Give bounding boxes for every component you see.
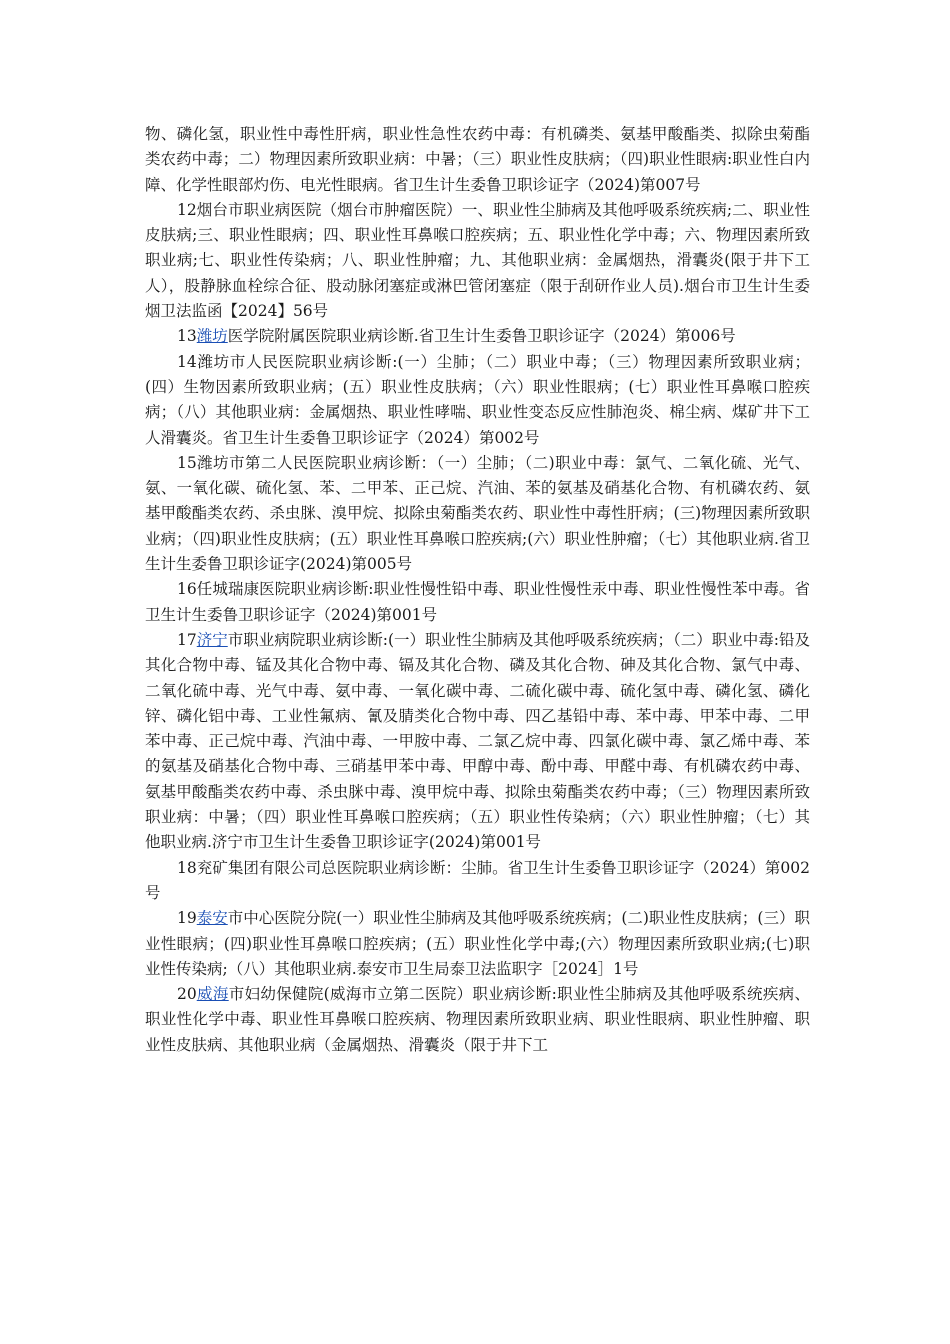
paragraph-12 [145,198,810,324]
paragraph-11-continued [145,122,810,198]
paragraph-20 [145,982,810,1058]
paragraph-16 [145,577,810,628]
paragraph-text: 市中心医院分院(一）职业性尘肺病及其他呼吸系统疾病；(二)职业性皮肤病；(三）职业性眼病；(四)职业性耳鼻喉口腔疾病；(五）职业性化学中毒;(六）物理因素所致职业病;(七)职业性传染病;（八）其他职业病.泰安市卫生局泰卫法监职字［2024］1号 [145,909,810,978]
link-weihai[interactable]: 威海 [196,985,229,1004]
link-weifang[interactable]: 潍坊 [196,327,228,346]
paragraph-number: 20 [177,985,197,1004]
paragraph-text: 15潍坊市第二人民医院职业病诊断：（一）尘肺；（二)职业中毒：氯气、二氧化硫、光气、氨、一氧化碳、硫化氢、苯、二甲苯、正己烷、汽油、苯的氨基及硝基化合物、有机磷农药、氨基甲酸酯类农药、杀虫脒、溴甲烷、拟除虫菊酯类农药、职业性中毒性肝病；(三)物理因素所致职业病；（四)职业性皮肤病；(五）职业性耳鼻喉口腔疾病;(六）职业性肿瘤；（七）其他职业病.省卫生计生委鲁卫职诊证字(2024)第005号 [145,453,810,574]
paragraph-text: 医学院附属医院职业病诊断.省卫生计生委鲁卫职诊证字（2024）第006号 [227,327,736,346]
paragraph-15 [145,451,810,577]
link-taian[interactable]: 泰安 [196,909,228,928]
document-page [145,122,810,1058]
paragraph-17 [145,628,810,856]
paragraph-text: 物、磷化氢，职业性中毒性肝病，职业性急性农药中毒：有机磷类、氨基甲酸酯类、拟除虫菊酯类农药中毒；二）物理因素所致职业病：中暑；（三）职业性皮肤病；（四)职业性眼病:职业性白内障、化学性眼部灼伤、电光性眼病。省卫生计生委鲁卫职诊证字（2024)第007号 [145,125,810,194]
paragraph-number: 17 [177,630,197,649]
paragraph-text: 16任城瑞康医院职业病诊断:职业性慢性铅中毒、职业性慢性汞中毒、职业性慢性苯中毒。省卫生计生委鲁卫职诊证字（2024)第001号 [145,580,810,624]
link-jining[interactable]: 济宁 [196,630,228,649]
paragraph-14 [145,350,810,451]
paragraph-18 [145,856,810,907]
paragraph-text: 18兖矿集团有限公司总医院职业病诊断：尘肺。省卫生计生委鲁卫职诊证字（2024）第002号 [145,858,810,902]
paragraph-number: 19 [177,909,197,928]
paragraph-text: 市妇幼保健院(威海市立第二医院）职业病诊断:职业性尘肺病及其他呼吸系统疾病、职业性化学中毒、职业性耳鼻喉口腔疾病、物理因素所致职业病、职业性眼病、职业性肿瘤、职业性皮肤病、其他职业病（金属烟热、滑囊炎（限于井下工 [145,985,810,1054]
paragraph-number: 13 [177,327,197,346]
paragraph-text: 14潍坊市人民医院职业病诊断:(一）尘肺；（二）职业中毒；（三）物理因素所致职业病；(四）生物因素所致职业病；(五）职业性皮肤病；（六）职业性眼病；(七）职业性耳鼻喉口腔疾病；（八）其他职业病：金属烟热、职业性哮喘、职业性变态反应性肺泡炎、棉尘病、煤矿井下工人滑囊炎。省卫生计生委鲁卫职诊证字（2024）第002号 [145,352,810,447]
paragraph-13 [145,324,810,349]
paragraph-text: 12烟台市职业病医院（烟台市肿瘤医院）一、职业性尘肺病及其他呼吸系统疾病;二、职业性皮肤病;三、职业性眼病；四、职业性耳鼻喉口腔疾病；五、职业性化学中毒；六、物理因素所致职业病;七、职业性传染病；八、职业性肿瘤；九、其他职业病：金属烟热，滑囊炎(限于井下工人），股静脉血栓综合征、股动脉闭塞症或淋巴管闭塞症（限于刮研作业人员).烟台市卫生计生委烟卫法监函【2024】56号 [145,200,810,321]
paragraph-text: 市职业病院职业病诊断:(一）职业性尘肺病及其他呼吸系统疾病；（二）职业中毒:铅及其化合物中毒、锰及其化合物中毒、镉及其化合物、磷及其化合物、砷及其化合物、氯气中毒、二氧化硫中毒、光气中毒、氨中毒、一氧化碳中毒、二硫化碳中毒、硫化氢中毒、磷化氢、磷化锌、磷化铝中毒、工业性氟病、氰及腈类化合物中毒、四乙基铅中毒、苯中毒、甲苯中毒、二甲苯中毒、正己烷中毒、汽油中毒、一甲胺中毒、二氯乙烷中毒、四氯化碳中毒、氯乙烯中毒、苯的氨基及硝基化合物中毒、三硝基甲苯中毒、甲醇中毒、酚中毒、甲醛中毒、有机磷农药中毒、氨基甲酸酯类农药中毒、杀虫脒中毒、溴甲烷中毒、拟除虫菊酯类农药中毒；（三）物理因素所致职业病：中暑；（四）职业性耳鼻喉口腔疾病；（五）职业性传染病；（六）职业性肿瘤；（七）其他职业病.济宁市卫生计生委鲁卫职诊证字(2024)第001号 [145,630,810,852]
paragraph-19 [145,906,810,982]
